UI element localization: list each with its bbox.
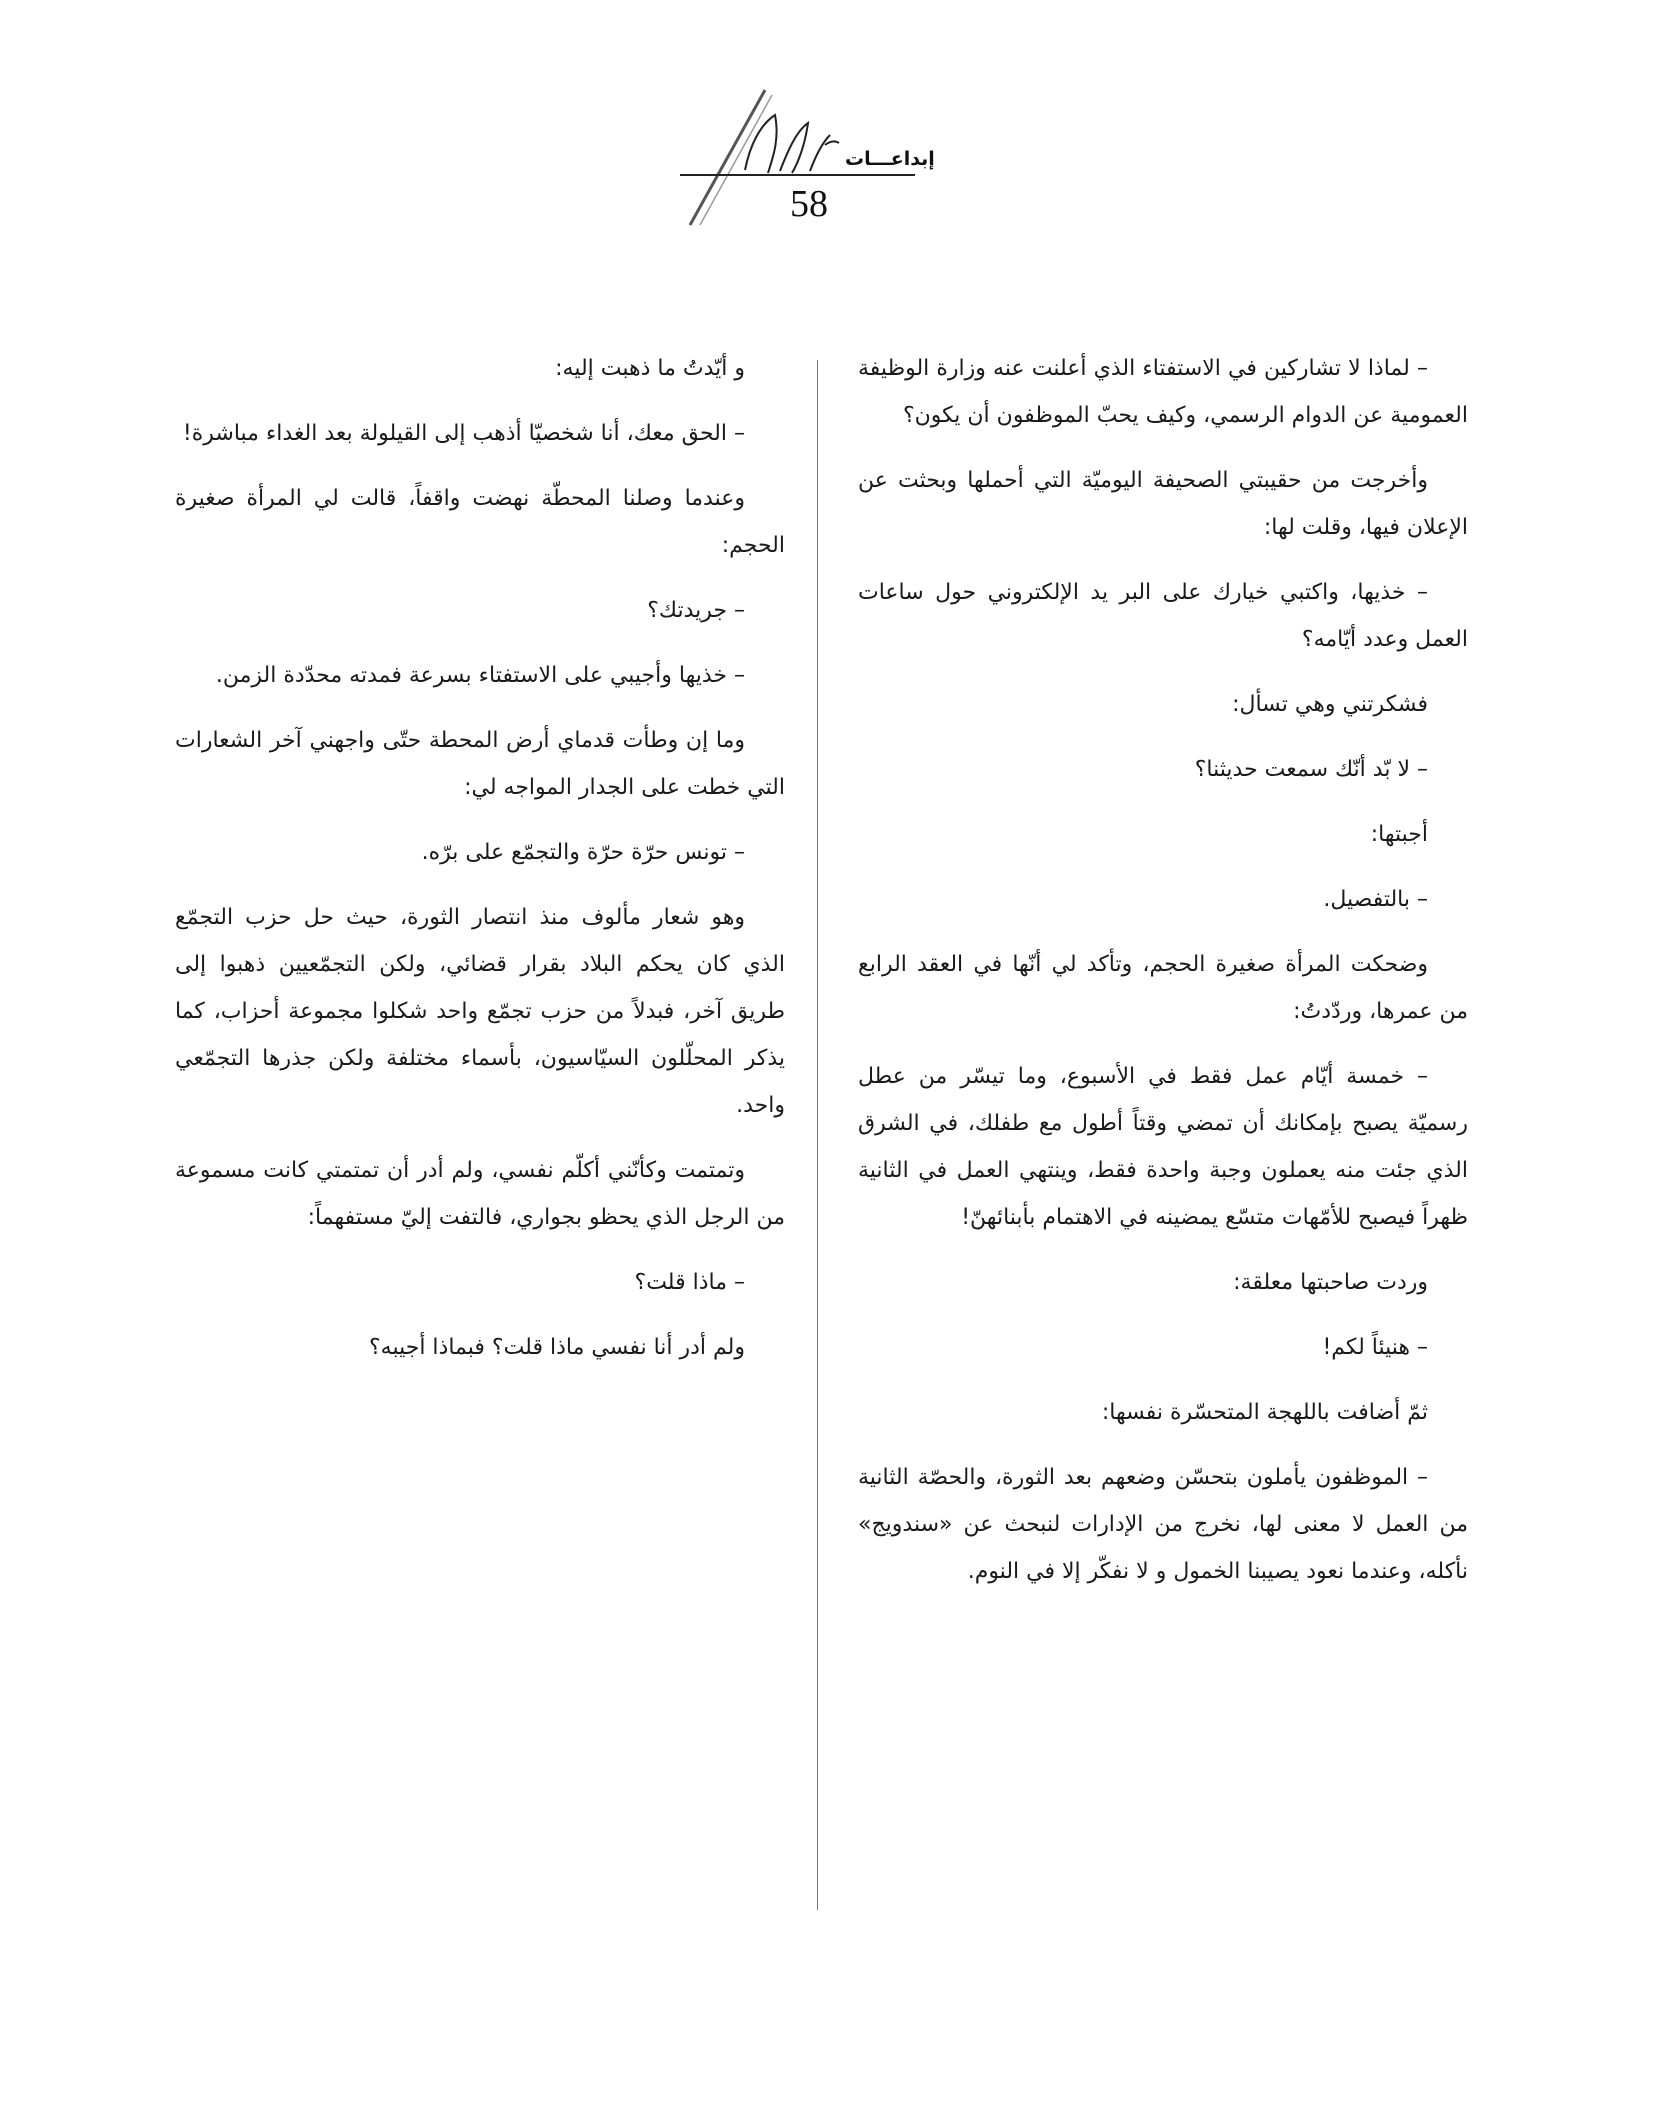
column-divider bbox=[817, 360, 818, 1910]
paragraph: – لا بّد أنّك سمعت حديثنا؟ bbox=[1194, 757, 1428, 782]
paragraph: – هنيئاً لكم! bbox=[1322, 1335, 1428, 1360]
paragraph: و أيّدتُ ما ذهبت إليه: bbox=[555, 356, 745, 381]
page-header bbox=[0, 0, 1654, 260]
paragraph: – ماذا قلت؟ bbox=[634, 1270, 745, 1295]
paragraph: – لماذا لا تشاركين في الاستفتاء الذي أعلنت عنه وزارة الوظيفة العمومية عن الدوام الرسمي، وكيف يحبّ الموظفون أن يكون؟ bbox=[858, 356, 1468, 428]
paragraph: فشكرتني وهي تسأل: bbox=[1232, 692, 1428, 717]
paragraph: أجبتها: bbox=[1370, 822, 1428, 847]
paragraph: وأخرجت من حقيبتي الصحيفة اليوميّة التي أحملها وبحثت عن الإعلان فيها، وقلت لها: bbox=[858, 468, 1468, 540]
paragraph: وضحكت المرأة صغيرة الحجم، وتأكد لي أنّها في العقد الرابع من عمرها، وردّدتُ: bbox=[858, 952, 1468, 1024]
left-column bbox=[175, 345, 785, 1389]
paragraph: – جريدتك؟ bbox=[647, 598, 745, 623]
magazine-logo bbox=[680, 85, 980, 275]
paragraph: – خذيها، واكتبي خيارك على البر يد الإلكتروني حول ساعات العمل وعدد أيّامه؟ bbox=[858, 580, 1468, 652]
paragraph: – بالتفصيل. bbox=[1323, 887, 1428, 912]
section-label: إبداعـــات bbox=[845, 148, 935, 170]
paragraph: وهو شعار مألوف منذ انتصار الثورة، حيث حل حزب التجمّع الذي كان يحكم البلاد بقرار قضائي، ولكن التجمّعيين ذهبوا إلى طريق آخر، فبدلاً من حزب تجمّع واحد شكلوا مجموعة أحزاب، كما يذكر المحلّلون السيّاسيون، بأسماء مختلفة ولكن جذرها التجمّعي واحد. bbox=[175, 905, 785, 1118]
paragraph: – الحق معك، أنا شخصيّا أذهب إلى القيلولة بعد الغداء مباشرة! bbox=[182, 421, 745, 446]
paragraph: – خمسة أيّام عمل فقط في الأسبوع، وما تيسّر من عطل رسميّة يصبح بإمكانك أن تمضي وقتاً أطول مع طفلك، في الشرق الذي جئت منه يعملون وجبة واحدة فقط، وينتهي العمل في الثانية ظهراً فيصبح للأمّهات متسّع يمضينه في الاهتمام بأبنائهنّ! bbox=[858, 1064, 1468, 1230]
right-column bbox=[858, 345, 1468, 1613]
paragraph: – تونس حرّة حرّة والتجمّع على برّه. bbox=[421, 840, 745, 865]
paragraph: – خذيها وأجيبي على الاستفتاء بسرعة فمدته محدّدة الزمن. bbox=[215, 663, 745, 688]
paragraph: – الموظفون يأملون بتحسّن وضعهم بعد الثورة، والحصّة الثانية من العمل لا معنى لها، نخرج من الإدارات لنبحث عن «سندويج» نأكله، وعندما نعود يصيبنا الخمول و لا نفكّر إلا في النوم. bbox=[858, 1465, 1468, 1584]
paragraph: ولم أدر أنا نفسي ماذا قلت؟ فبماذا أجيبه؟ bbox=[368, 1335, 745, 1360]
paragraph: وما إن وطأت قدماي أرض المحطة حتّى واجهني آخر الشعارات التي خطت على الجدار المواجه لي: bbox=[175, 728, 785, 800]
paragraph: وردت صاحبتها معلقة: bbox=[1233, 1270, 1428, 1295]
paragraph: وعندما وصلنا المحطّة نهضت واقفاً، قالت لي المرأة صغيرة الحجم: bbox=[175, 486, 785, 558]
paragraph: وتمتمت وكأنّني أكلّم نفسي، ولم أدر أن تمتمتي كانت مسموعة من الرجل الذي يحظو بجواري، فالتفت إليّ مستفهماً: bbox=[175, 1158, 785, 1230]
paragraph: ثمّ أضافت باللهجة المتحسّرة نفسها: bbox=[1101, 1400, 1428, 1425]
page-number: 58 bbox=[790, 183, 828, 225]
